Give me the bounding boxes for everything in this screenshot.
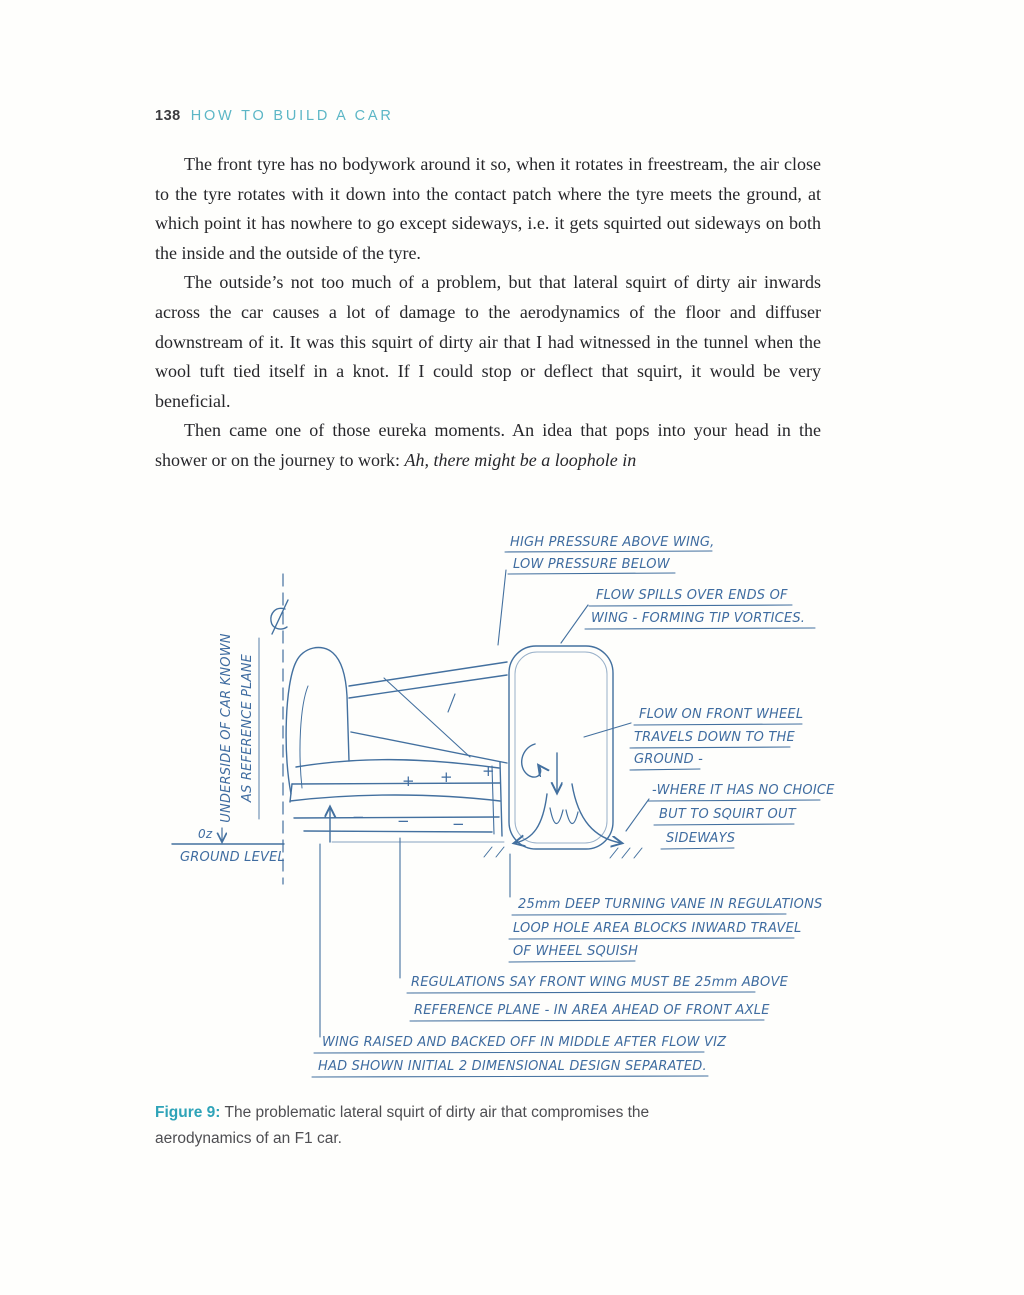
minus-mark-3: − bbox=[452, 815, 465, 833]
figure-9-sketch bbox=[152, 526, 872, 1098]
hand-drawn-aero-sketch bbox=[152, 526, 872, 1098]
plus-mark-1: + bbox=[402, 772, 415, 790]
annotation-squirt-line1: -WHERE IT HAS NO CHOICE bbox=[652, 783, 835, 798]
figure-caption-text: The problematic lateral squirt of dirty air that compromises the aerodynamics of an F1 car. bbox=[155, 1104, 650, 1147]
flow-arrows-sketch bbox=[515, 744, 621, 843]
paragraph-3 bbox=[155, 416, 821, 475]
paragraph-1: The front tyre has no bodywork around it so, when it rotates in freestream, the air close to the tyre rotates with it down into the contact patch where the tyre meets the ground, at which point it has nowhere to go except sideways, i.e. it gets squirted out sideways on both the inside and the outside of the tyre. bbox=[155, 154, 821, 263]
leader-lines bbox=[259, 570, 649, 1037]
annotation-high-pressure-line2: LOW PRESSURE BELOW bbox=[513, 557, 670, 572]
annotation-flow-wheel-line2: TRAVELS DOWN TO THE bbox=[634, 730, 795, 745]
annotation-flow-wheel-line1: FLOW ON FRONT WHEEL bbox=[639, 707, 804, 722]
annotation-reference-plane-line1: UNDERSIDE OF CAR KNOWN bbox=[219, 633, 234, 823]
annotation-high-pressure-line1: HIGH PRESSURE ABOVE WING, bbox=[510, 535, 715, 550]
annotation-squirt-line3: SIDEWAYS bbox=[666, 831, 736, 846]
annotation-regulations-line2: REFERENCE PLANE - IN AREA AHEAD OF FRONT AXLE bbox=[414, 1003, 770, 1018]
plus-mark-2: + bbox=[440, 768, 453, 786]
running-header bbox=[155, 108, 394, 124]
centerline-symbol-icon bbox=[271, 600, 288, 634]
paragraph-2: The outside’s not too much of a problem, but that lateral squirt of dirty air inwards across the car causes a lot of damage to the aerodynamics of the floor and diffuser downstream of it. It was this squirt of dirty air that I had witnessed in the tunnel when the wool tuft tied itself in a knot. If I could stop or deflect that squirt, it would be very beneficial. bbox=[155, 272, 821, 411]
annotation-zero-datum: 0z bbox=[198, 827, 213, 841]
nose-cone-sketch bbox=[286, 647, 349, 794]
paragraph-3-italic: Ah, there might be a loophole in bbox=[404, 449, 637, 470]
figure-caption-label: Figure 9: bbox=[155, 1104, 221, 1121]
paragraph-3-text: Then came one of those eureka moments. An idea that pops into your head in the shower or on the journey to work: bbox=[155, 420, 821, 470]
minus-mark-1: − bbox=[352, 808, 365, 826]
annotation-wing-raised-line1: WING RAISED AND BACKED OFF IN MIDDLE AFTER FLOW VIZ bbox=[322, 1035, 727, 1050]
annotation-reference-plane-line2: AS REFERENCE PLANE bbox=[240, 653, 255, 803]
ground-level-line bbox=[172, 828, 284, 844]
suspension-arms-sketch bbox=[349, 662, 507, 763]
tyre-sketch bbox=[509, 646, 613, 849]
annotation-flow-wheel-line3: GROUND - bbox=[634, 752, 704, 767]
body-text-block bbox=[155, 150, 821, 476]
annotation-turning-vane-line1: 25mm DEEP TURNING VANE IN REGULATIONS bbox=[518, 897, 823, 912]
annotation-squirt-line2: BUT TO SQUIRT OUT bbox=[659, 807, 796, 822]
minus-mark-2: − bbox=[397, 812, 410, 830]
annotation-turning-vane-line3: OF WHEEL SQUISH bbox=[513, 944, 639, 959]
annotation-turning-vane-line2: LOOP HOLE AREA BLOCKS INWARD TRAVEL bbox=[513, 921, 802, 936]
annotation-tip-vortices-line1: FLOW SPILLS OVER ENDS OF bbox=[596, 588, 788, 603]
annotation-wing-raised-line2: HAD SHOWN INITIAL 2 DIMENSIONAL DESIGN SEPARATED. bbox=[318, 1059, 707, 1074]
page-number: 138 bbox=[155, 108, 181, 124]
figure-caption bbox=[155, 1100, 715, 1152]
running-title: HOW TO BUILD A CAR bbox=[190, 108, 394, 124]
annotation-regulations-line1: REGULATIONS SAY FRONT WING MUST BE 25mm ABOVE bbox=[411, 975, 788, 990]
annotation-ground-level: GROUND LEVEL bbox=[180, 850, 285, 865]
plus-mark-3: + bbox=[482, 762, 495, 780]
annotation-tip-vortices-line2: WING - FORMING TIP VORTICES. bbox=[591, 611, 806, 626]
